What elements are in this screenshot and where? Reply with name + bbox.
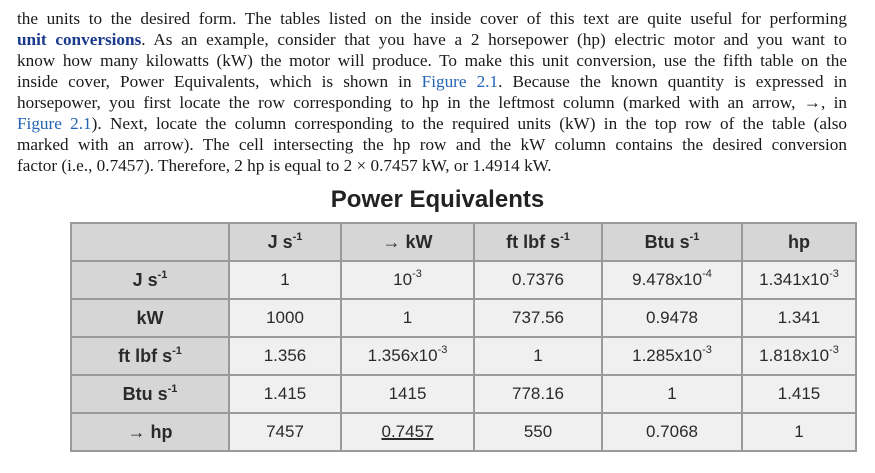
row-header-text: kW [136, 307, 164, 328]
table-cell-text: 1.341x10 [759, 270, 830, 289]
table-cell [229, 375, 341, 413]
table-cell [742, 375, 856, 413]
table-cell-text: 1 [794, 422, 804, 441]
table-cell [742, 337, 856, 375]
column-header [602, 223, 742, 261]
row-header-text: ft lbf s [118, 345, 173, 366]
column-header [341, 223, 474, 261]
table-cell-text: 1.341 [777, 308, 821, 327]
row-header [71, 375, 229, 413]
column-header-superscript: -1 [292, 230, 303, 243]
table-cell-text: 7457 [266, 422, 304, 441]
paragraph-line [17, 113, 847, 134]
row-header [71, 261, 229, 299]
table-cell [474, 375, 602, 413]
table-cell [602, 375, 742, 413]
row-header-text: J s [132, 269, 158, 290]
table-cell-superscript: -3 [437, 344, 448, 356]
paragraph-line [17, 29, 847, 50]
table-cell-superscript: -3 [702, 344, 712, 356]
table-cell [602, 413, 742, 451]
table-cell-text: 1415 [388, 384, 427, 403]
table-cell-text: 1.415 [263, 384, 307, 403]
column-header [742, 223, 856, 261]
table-cell [341, 261, 474, 299]
row-header [71, 337, 229, 375]
table-cell-text: 0.7068 [646, 422, 698, 441]
figure-title: Power Equivalents [330, 186, 545, 213]
column-header-text: → kW [382, 231, 433, 252]
column-header [71, 223, 229, 261]
table-row [71, 299, 856, 337]
paragraph-line [17, 50, 847, 71]
paragraph-line-text: the units to the desired form. The tables listed on the inside cover of this text are quite useful for performing [17, 9, 847, 28]
paragraph-line [17, 134, 847, 155]
table-cell [474, 299, 602, 337]
paragraph-line-text: . Because the known quantity is expressed in [498, 72, 847, 91]
table-cell-superscript: -3 [829, 268, 839, 280]
paragraph-line [17, 71, 847, 92]
table-cell [341, 299, 474, 337]
power-equivalents-table [70, 222, 857, 452]
column-header-superscript: -1 [689, 230, 700, 243]
table-cell [602, 261, 742, 299]
table-cell-text: 778.16 [512, 384, 564, 403]
table-cell [341, 375, 474, 413]
table-cell-superscript: -3 [412, 268, 422, 280]
table-cell [742, 299, 856, 337]
column-header-superscript: -1 [560, 230, 570, 243]
paragraph-line-text: marked with an arrow). The cell intersecting the hp row and the kW column contains the desired conversion [17, 135, 847, 154]
table-cell [602, 299, 742, 337]
table-cell [229, 261, 341, 299]
table-cell-superscript: -4 [702, 268, 712, 280]
column-header-text: ft lbf s [506, 231, 561, 252]
table-cell-text: 10 [393, 270, 413, 289]
paragraph-line [17, 155, 847, 176]
table-cell [742, 261, 856, 299]
table-cell-text: 1.818x10 [759, 346, 830, 365]
table-cell-text: 1.356x10 [367, 346, 438, 365]
row-header-superscript: -1 [167, 382, 178, 395]
column-header [474, 223, 602, 261]
table-cell-text: 1 [667, 384, 677, 403]
column-header-text: J s [267, 231, 293, 252]
table-cell [229, 299, 341, 337]
row-header-text: Btu s [122, 383, 168, 404]
table-cell-text: 0.7457 [381, 422, 434, 441]
table-row [71, 375, 856, 413]
table-cell-text: 9.478x10 [632, 270, 703, 289]
table-cell [742, 413, 856, 451]
column-header-text: Btu s [644, 231, 690, 252]
table-cell [341, 337, 474, 375]
paragraph-line-text[interactable]: Figure 2.1 [421, 72, 499, 91]
column-header [229, 223, 341, 261]
table-cell [602, 337, 742, 375]
table-cell-text: 1.356 [263, 346, 307, 365]
paragraph-line-text: ). Next, locate the column corresponding to the required units (kW) in the top row of the table (also [91, 114, 848, 133]
power-equivalents-figure [70, 222, 857, 452]
table-row [71, 337, 856, 375]
paragraph-line-text: unit conversions [17, 30, 142, 49]
table-cell-text: 1.415 [777, 384, 821, 403]
table-row [71, 413, 856, 451]
table-row [71, 261, 856, 299]
body-paragraph [17, 8, 847, 176]
table-cell-text: 0.9478 [646, 308, 698, 327]
table-cell-text: 737.56 [512, 308, 564, 327]
header-row [71, 223, 856, 261]
table-cell [474, 413, 602, 451]
table-cell-text: 1 [280, 270, 290, 289]
table-cell-text: 1000 [266, 308, 304, 327]
table-cell-superscript: -3 [829, 344, 839, 356]
table-cell [474, 337, 602, 375]
row-header-text: → hp [127, 421, 173, 442]
table-cell-text: 1.285x10 [632, 346, 703, 365]
paragraph-line-text: inside cover, Power Equivalents, which is shown in [17, 72, 422, 91]
row-header [71, 299, 229, 337]
paragraph-line [17, 92, 847, 113]
row-header [71, 413, 229, 451]
row-header-superscript: -1 [172, 344, 182, 357]
table-cell-text: 1 [533, 346, 543, 365]
paragraph-line-text: horsepower, you first locate the row corresponding to hp in the leftmost column (marked with an arrow, →, in [17, 93, 847, 112]
paragraph-line-text: factor (i.e., 0.7457). Therefore, 2 hp is equal to 2 × 0.7457 kW, or 1.4914 kW. [17, 156, 552, 175]
table-cell-text: 550 [523, 422, 553, 441]
paragraph-line [17, 8, 847, 29]
table-cell-text: 0.7376 [512, 270, 564, 289]
paragraph-line-text[interactable]: Figure 2.1 [17, 114, 92, 133]
row-header-superscript: -1 [157, 268, 168, 281]
table-cell-text: 1 [402, 308, 413, 327]
table-cell [229, 337, 341, 375]
table-cell [474, 261, 602, 299]
table-cell [229, 413, 341, 451]
column-header-text: hp [788, 231, 810, 252]
paragraph-line-text: . As an example, consider that you have a 2 horsepower (hp) electric motor and you want to [141, 30, 847, 49]
table-cell [341, 413, 474, 451]
paragraph-line-text: know how many kilowatts (kW) the motor will produce. To make this unit conversion, use the fifth table on the [17, 51, 847, 70]
